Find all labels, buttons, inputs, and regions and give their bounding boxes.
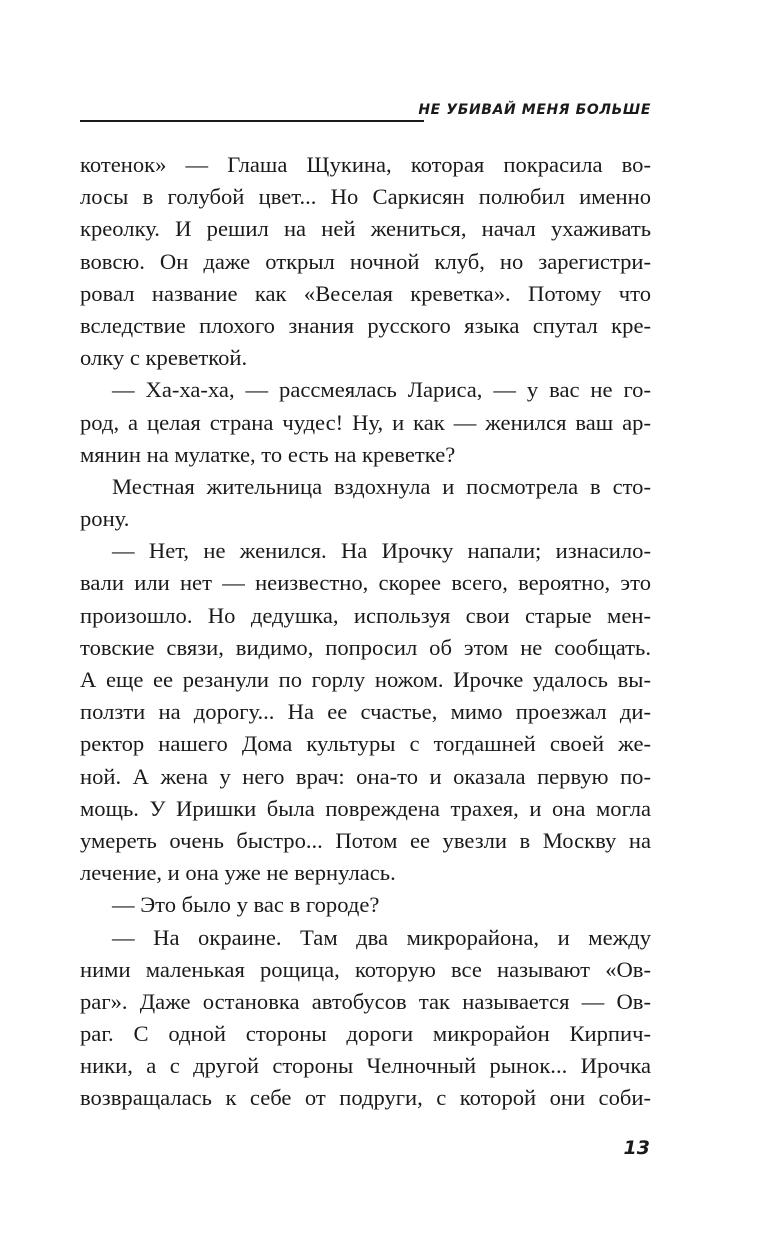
text-line: Местная жительница вздохнула и посмотрела в сто- xyxy=(112,473,651,499)
text-line: возвращалась к себе от подруги, с которой они соби- xyxy=(80,1085,651,1111)
text-line: ними маленькая рощица, которую все называют «Ов- xyxy=(80,956,651,982)
text-line: произошло. Но дедушка, используя свои старые мен- xyxy=(80,602,651,628)
text-line: — Ха-ха-ха, — рассмеялась Лариса, — у вас не го- xyxy=(112,377,651,403)
text-line: рону. xyxy=(80,506,130,532)
text-line: котенок» — Глаша Щукина, которая покрасила во- xyxy=(80,152,651,177)
header-rule xyxy=(80,120,424,122)
text-line: раг». Даже остановка автобусов так называется — Ов- xyxy=(80,988,651,1014)
page-body-text xyxy=(80,149,651,1115)
text-line: ники, а с другой стороны Челночный рынок... Ирочка xyxy=(80,1053,651,1079)
text-line: лечение, и она уже не вернулась. xyxy=(80,860,396,886)
text-line: ной. А жена у него врач: она-то и оказала первую по- xyxy=(80,763,651,789)
running-header xyxy=(80,96,651,126)
text-line: товские связи, видимо, попросил об этом не сообщать. xyxy=(80,634,651,660)
text-line: мянин на мулатке, то есть на креветке? xyxy=(80,441,456,467)
text-line: олку с креветкой. xyxy=(80,345,248,371)
text-line: креолку. И решил на ней жениться, начал ухаживать xyxy=(80,216,651,242)
text-line: ровал название как «Веселая креветка». Потому что xyxy=(80,280,651,306)
text-line: вследствие плохого знания русского языка спутал кре- xyxy=(80,312,651,338)
text-line: ползти на дорогу... На ее счастье, мимо проезжал ди- xyxy=(80,699,651,725)
text-line: — Это было у вас в городе? xyxy=(112,892,380,918)
text-line: умереть очень быстро... Потом ее увезли в Москву на xyxy=(80,827,651,853)
text-line: ректор нашего Дома культуры с тогдашней своей же- xyxy=(80,731,651,757)
text-line: А еще ее резанули по горлу ножом. Ирочке удалось вы- xyxy=(80,667,651,692)
text-line: раг. С одной стороны дороги микрорайон Кирпич- xyxy=(80,1021,651,1047)
text-line: мощь. У Иришки была повреждена трахея, и она могла xyxy=(80,795,651,821)
text-line: вали или нет — неизвестно, скорее всего, вероятно, это xyxy=(80,570,651,596)
page-number: 13 xyxy=(623,1137,650,1159)
text-line: — Нет, не женился. На Ирочку напали; изнасило- xyxy=(112,538,651,564)
text-line: лосы в голубой цвет... Но Саркисян полюбил именно xyxy=(80,184,651,210)
text-line: вовсю. Он даже открыл ночной клуб, но зарегистри- xyxy=(80,248,651,274)
text-line: — На окраине. Там два микрорайона, и между xyxy=(112,924,651,950)
running-title: НЕ УБИВАЙ МЕНЯ БОЛЬШЕ xyxy=(418,102,651,118)
text-line: род, а целая страна чудес! Ну, и как — женился ваш ар- xyxy=(80,409,651,435)
